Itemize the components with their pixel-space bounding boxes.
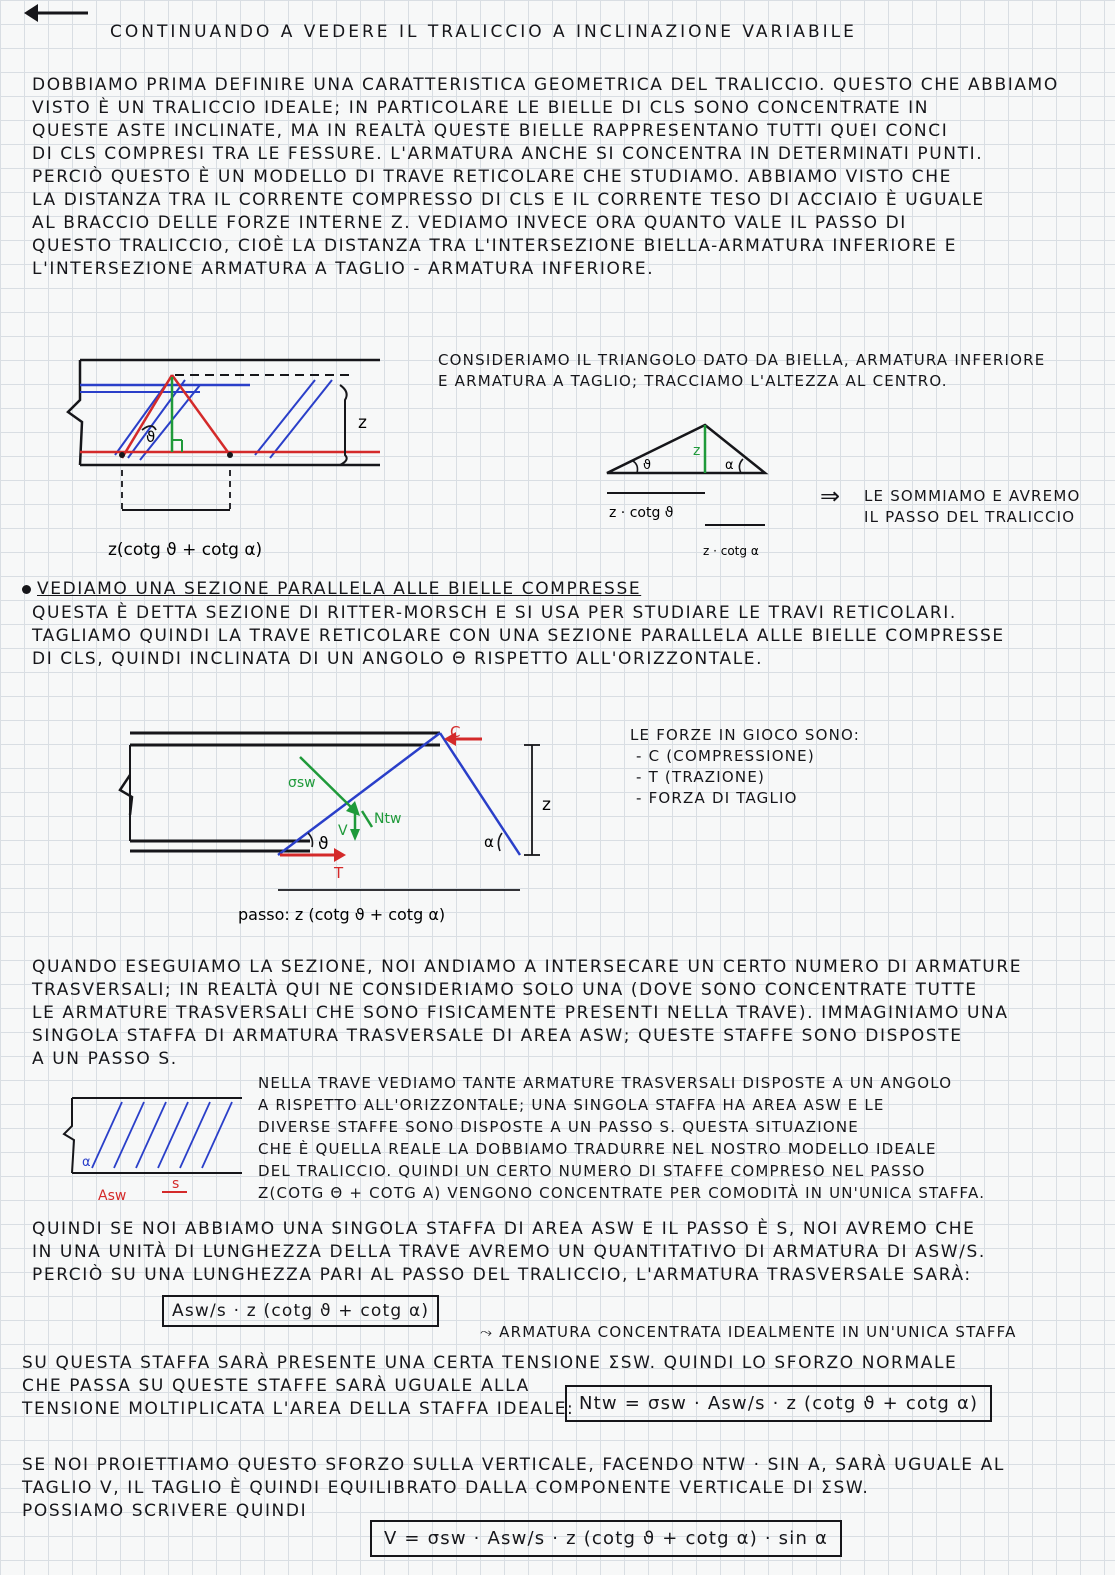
page-title: CONTINUANDO A VEDERE IL TRALICCIO A INCLINAZIONE VARIABILE — [110, 22, 857, 42]
text-line: LE ARMATURE TRASVERSALI CHE SONO FISICAMENTE PRESENTI NELLA TRAVE). IMMAGINIAMO UNA — [32, 1003, 1009, 1023]
stirrup-paragraph — [258, 1072, 1108, 1204]
text-line: Z(COTG Θ + COTG Α) VENGONO CONCENTRATE PER COMODITÀ IN UN'UNICA STAFFA. — [258, 1184, 986, 1202]
list-item: - C (COMPRESSIONE) — [636, 747, 815, 765]
v-label: V — [338, 823, 348, 839]
text-line: TRASVERSALI; IN REALTÀ QUI NE CONSIDERIAMO SOLO UNA (DOVE SONO CONCENTRATE TUTTE — [32, 980, 978, 1000]
alpha-label-2: α — [484, 833, 494, 851]
text-line: PERCIÒ QUESTO È UN MODELLO DI TRAVE RETICOLARE CHE STUDIAMO. ABBIAMO VISTO CHE — [32, 167, 953, 187]
formula-text: Ntw = σsw · Asw/s · z (cotg ϑ + cotg α) — [579, 1393, 979, 1414]
text-line: QUANDO ESEGUIAMO LA SEZIONE, NOI ANDIAMO A INTERSECARE UN CERTO NUMERO DI ARMATURE — [32, 957, 1023, 977]
c-label: C — [450, 723, 461, 741]
text-line: SINGOLA STAFFA DI ARMATURA TRASVERSALE DI AREA ASW; QUESTE STAFFE SONO DISPOSTE — [32, 1026, 963, 1046]
z-label-2: z — [542, 795, 551, 815]
text-line: QUINDI SE NOI ABBIAMO UNA SINGOLA STAFFA DI AREA ASW E IL PASSO È S, NOI AVREMO CHE — [32, 1219, 976, 1239]
truss-diagram — [60, 330, 390, 570]
theta-label: ϑ — [146, 428, 156, 446]
formula-note-text: ARMATURA CONCENTRATA IDEALMENTE IN UN'UNICA STAFFA — [499, 1323, 1017, 1341]
text-line: DI CLS COMPRESI TRA LE FESSURE. L'ARMATURA ANCHE SI CONCENTRA IN DETERMINATI PUNTI. — [32, 144, 984, 164]
ritter-paragraph — [32, 602, 1102, 671]
formula-concentrated-reinforcement — [162, 1295, 439, 1327]
formula-shear — [370, 1520, 842, 1557]
asw-label: Asw — [98, 1188, 127, 1204]
passo-label-2: passo: z (cotg ϑ + cotg α) — [238, 905, 446, 924]
list-item: - FORZA DI TAGLIO — [636, 789, 798, 807]
text-line: LE SOMMIAMO E AVREMO — [864, 487, 1081, 505]
section-paragraph — [32, 956, 1102, 1071]
bullet-icon — [22, 585, 31, 594]
ntw-label: Ntw — [374, 811, 402, 827]
text-line: CONSIDERIAMO IL TRIANGOLO DATO DA BIELLA, ARMATURA INFERIORE — [438, 351, 1046, 369]
s-label: s — [172, 1176, 180, 1192]
text-line: QUESTO TRALICCIO, CIOÈ LA DISTANZA TRA L'INTERSEZIONE BIELLA-ARMATURA INFERIORE E — [32, 236, 958, 256]
text-line: E ARMATURA A TAGLIO; TRACCIAMO L'ALTEZZA AL CENTRO. — [438, 372, 948, 390]
text-line: Α RISPETTO ALL'ORIZZONTALE; UNA SINGOLA STAFFA HA AREA ASW E LE — [258, 1096, 885, 1114]
t-label: T — [334, 864, 344, 882]
text-line: DOBBIAMO PRIMA DEFINIRE UNA CARATTERISTICA GEOMETRICA DEL TRALICCIO. QUESTO CHE ABBIAMO — [32, 75, 1059, 95]
back-arrow-icon[interactable] — [20, 0, 90, 26]
text-line: DI CLS, QUINDI INCLINATA DI UN ANGOLO Θ RISPETTO ALL'ORIZZONTALE. — [32, 649, 764, 669]
formula-ntw — [565, 1385, 992, 1422]
ritter-section-diagram — [110, 715, 570, 930]
text-line: IN UNA UNITÀ DI LUNGHEZZA DELLA TRAVE AVREMO UN QUANTITATIVO DI ARMATURA DI ASW/S. — [32, 1242, 986, 1262]
text-line: NELLA TRAVE VEDIAMO TANTE ARMATURE TRASVERSALI DISPOSTE A UN ANGOLO — [258, 1074, 953, 1092]
sum-note — [820, 482, 1110, 528]
forces-list — [630, 725, 1080, 809]
text-line: IL PASSO DEL TRALICCIO — [864, 508, 1076, 526]
triangle-alpha-label: α — [725, 458, 734, 473]
text-line: DEL TRALICCIO. QUINDI UN CERTO NUMERO DI STAFFE COMPRESO NEL PASSO — [258, 1162, 926, 1180]
text-line: A UN PASSO S. — [32, 1049, 178, 1069]
text-line: LA DISTANZA TRA IL CORRENTE COMPRESSO DI CLS E IL CORRENTE TESO DI ACCIAIO È UGUALE — [32, 190, 985, 210]
text-line: DIVERSE STAFFE SONO DISPOSTE A UN PASSO S. QUESTA SITUAZIONE — [258, 1118, 859, 1136]
formula-text: Asw/s · z (cotg ϑ + cotg α) — [172, 1301, 430, 1321]
section-heading: VEDIAMO UNA SEZIONE PARALLELA ALLE BIELLE COMPRESSE — [22, 578, 1022, 601]
text-line: QUESTA È DETTA SEZIONE DI RITTER-MORSCH E SI USA PER STUDIARE LE TRAVI RETICOLARI. — [32, 603, 957, 623]
text-line: VISTO È UN TRALICCIO IDEALE; IN PARTICOLARE LE BIELLE DI CLS SONO CONCENTRATE IN — [32, 98, 930, 118]
list-item: - T (TRAZIONE) — [636, 768, 766, 786]
stirrup-diagram — [62, 1088, 247, 1213]
intro-paragraph — [32, 74, 1092, 281]
theta-label-2: ϑ — [318, 834, 329, 854]
triangle-base-right: z · cotg α — [703, 544, 759, 558]
text-line: TENSIONE MOLTIPLICATA L'AREA DELLA STAFFA IDEALE: — [22, 1399, 575, 1419]
text-line: QUESTE ASTE INCLINATE, MA IN REALTÀ QUESTE BIELLE RAPPRESENTANO TUTTI QUEI CONCI — [32, 121, 949, 141]
text-line: CHE È QUELLA REALE LA DOBBIAMO TRADURRE NEL NOSTRO MODELLO IDEALE — [258, 1140, 937, 1158]
formula-note: ⤳ ARMATURA CONCENTRATA IDEALMENTE IN UN'UNICA STAFFA — [480, 1323, 1017, 1341]
text-line: TAGLIAMO QUINDI LA TRAVE RETICOLARE CON UNA SEZIONE PARALLELA ALLE BIELLE COMPRESSE — [32, 626, 1005, 646]
triangle-theta-label: ϑ — [643, 458, 652, 473]
text-line: SU QUESTA STAFFA SARÀ PRESENTE UNA CERTA TENSIONE ΣSW. QUINDI LO SFORZO NORMALE — [22, 1353, 958, 1373]
triangle-note — [438, 350, 1098, 392]
triangle-diagram — [595, 415, 795, 565]
text-line: SE NOI PROIETTIAMO QUESTO SFORZO SULLA VERTICALE, FACENDO NTW · SIN Α, SARÀ UGUALE AL — [22, 1455, 1005, 1475]
sigma-sw-label: σsw — [288, 775, 316, 791]
stirrup-alpha-label: α — [82, 1155, 91, 1170]
forces-heading: LE FORZE IN GIOCO SONO: — [630, 726, 861, 744]
z-label: z — [358, 413, 367, 433]
formula-text: V = σsw · Asw/s · z (cotg ϑ + cotg α) · sin α — [384, 1528, 829, 1549]
text-line: AL BRACCIO DELLE FORZE INTERNE Z. VEDIAMO INVECE ORA QUANTO VALE IL PASSO DI — [32, 213, 907, 233]
triangle-base-left: z · cotg ϑ — [609, 505, 674, 521]
implies-arrow-icon: ⇒ — [820, 482, 842, 510]
text-line: TAGLIO V, IL TAGLIO È QUINDI EQUILIBRATO DALLA COMPONENTE VERTICALE DI ΣSW. — [22, 1478, 870, 1498]
text-line: CHE PASSA SU QUESTE STAFFE SARÀ UGUALE ALLA — [22, 1376, 530, 1396]
final-paragraph — [22, 1454, 1102, 1523]
triangle-z-label: z — [693, 443, 701, 459]
text-line: PERCIÒ SU UNA LUNGHEZZA PARI AL PASSO DEL TRALICCIO, L'ARMATURA TRASVERSALE SARÀ: — [32, 1265, 972, 1285]
passo-label: z(cotg ϑ + cotg α) — [108, 540, 263, 560]
text-line: POSSIAMO SCRIVERE QUINDI — [22, 1501, 308, 1521]
text-line: L'INTERSEZIONE ARMATURA A TAGLIO - ARMATURA INFERIORE. — [32, 259, 655, 279]
unit-paragraph — [32, 1218, 1102, 1287]
